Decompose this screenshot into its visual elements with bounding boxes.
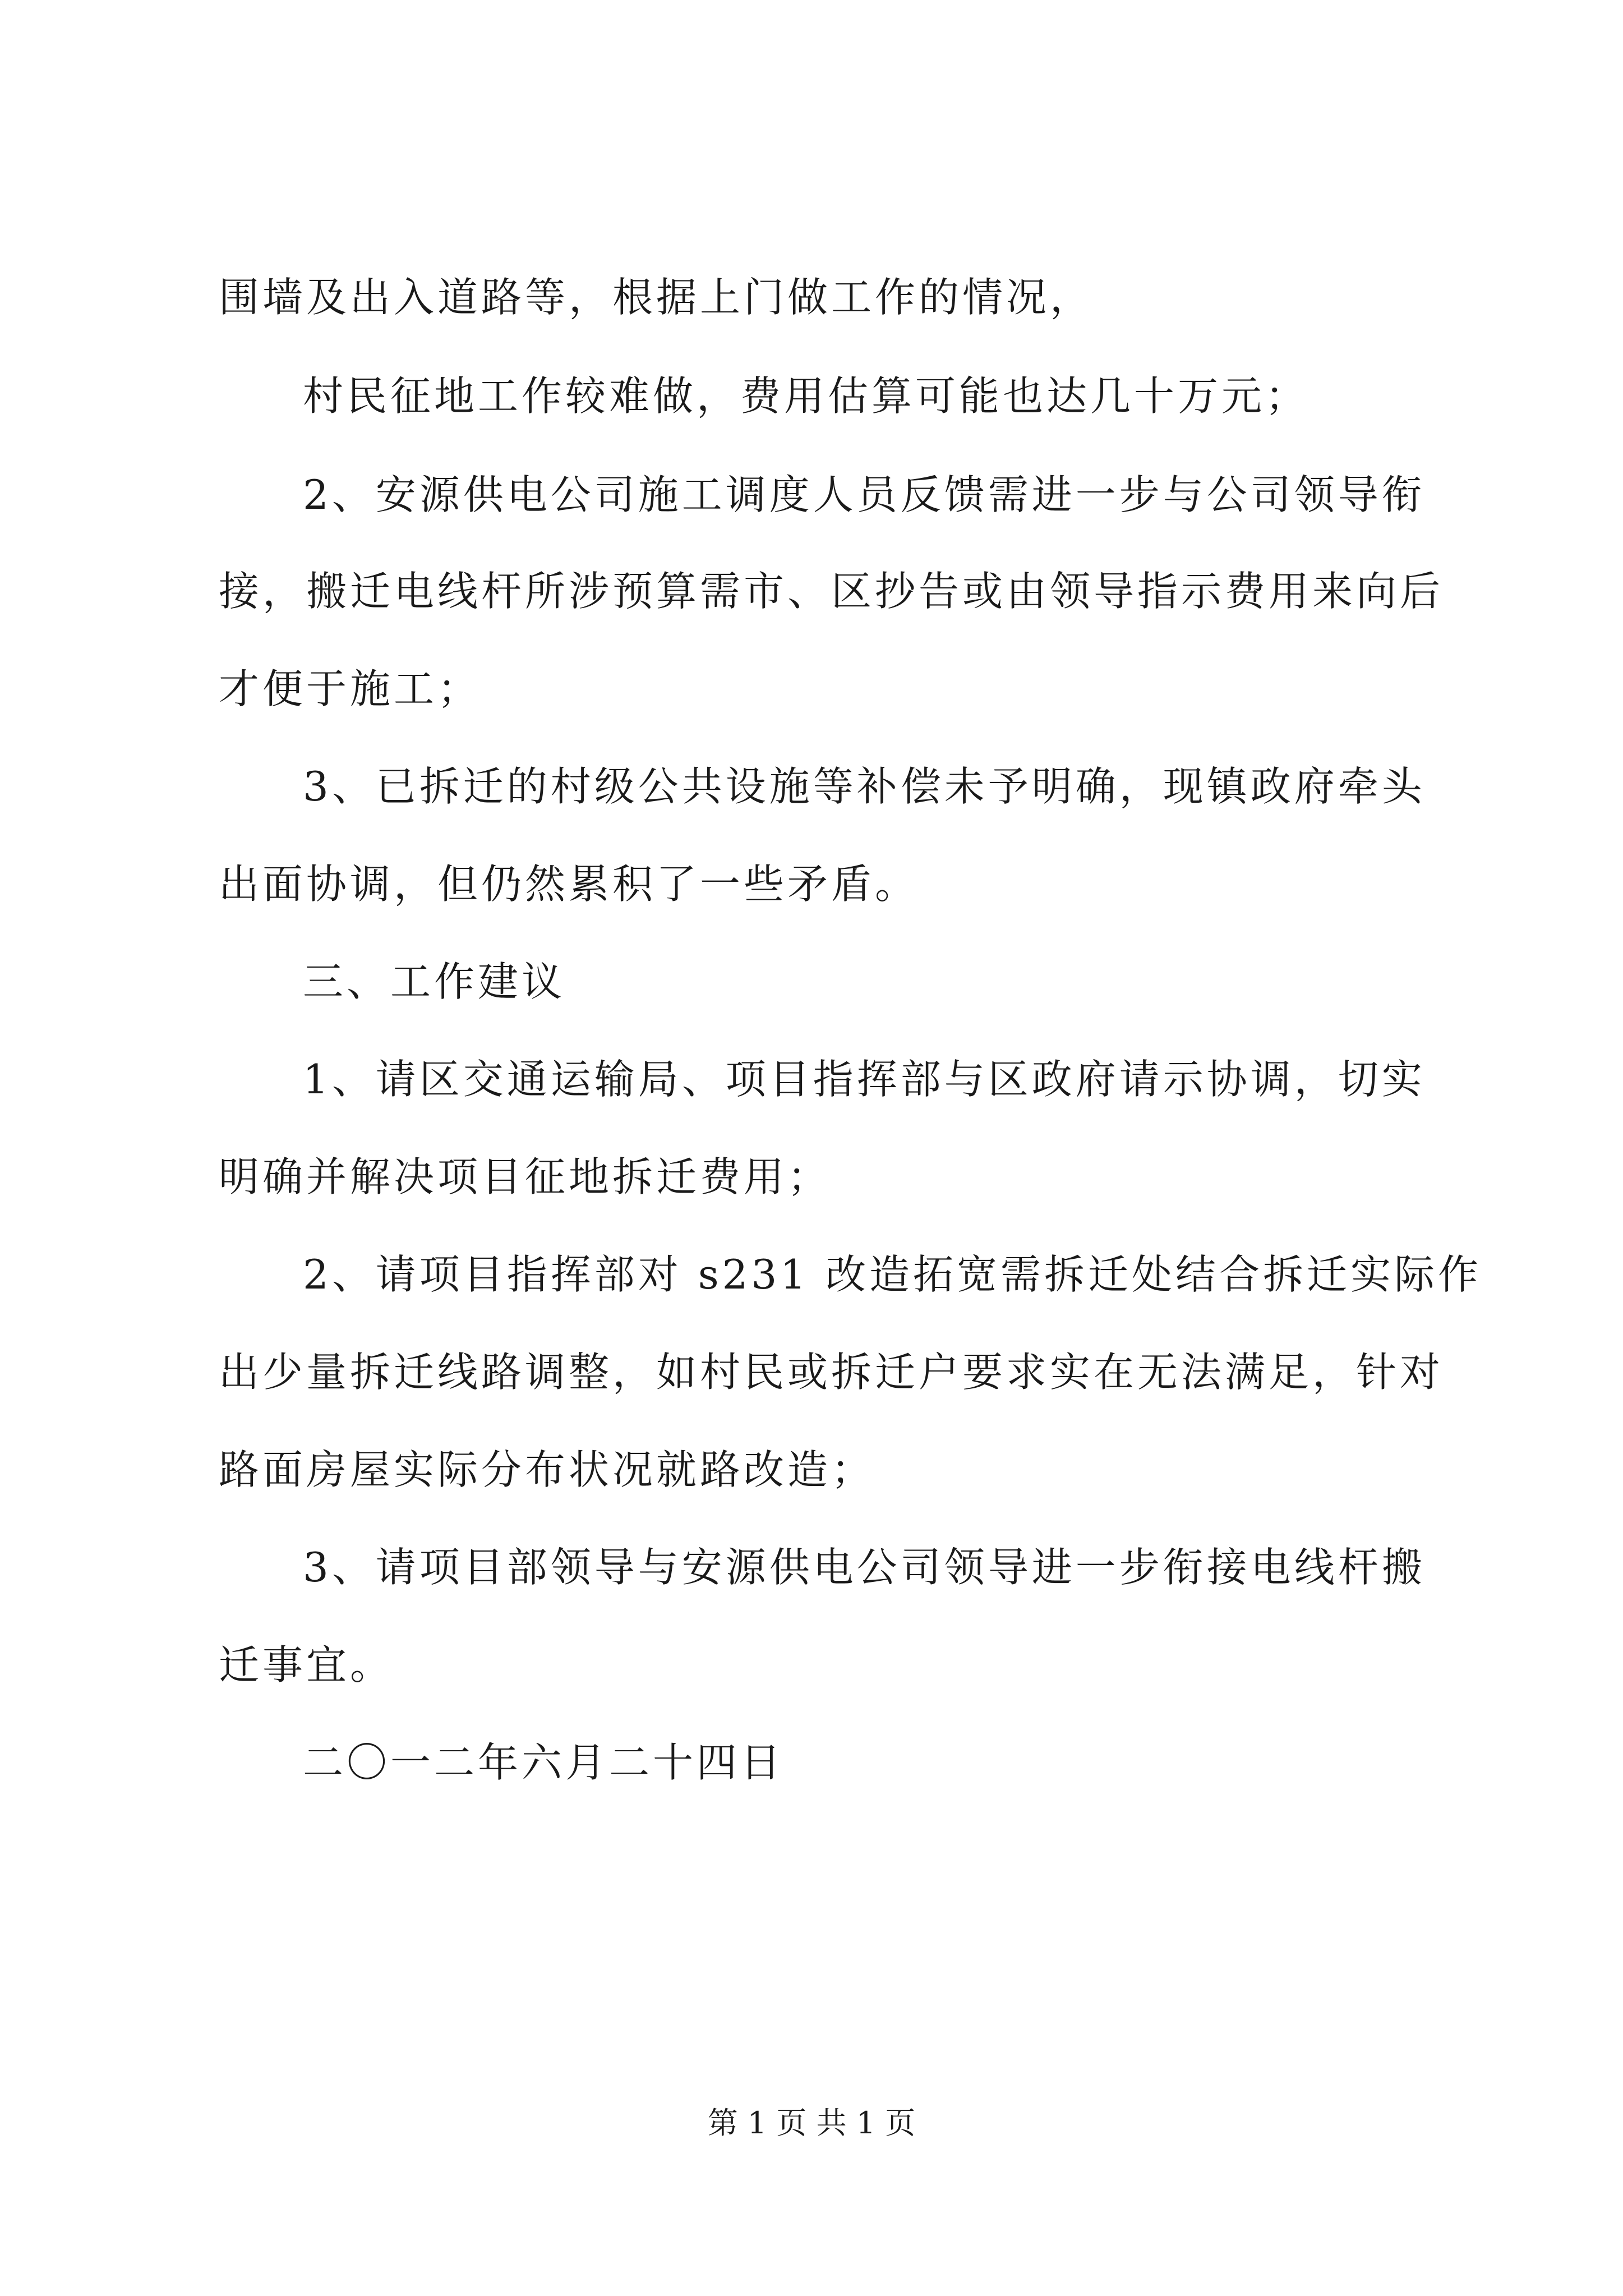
page-footer: 第 1 页 共 1 页 [707,2105,916,2141]
body-text-line: 接，搬迁电线杆所涉预算需市、区抄告或由领导指示费用来向后 [219,568,1444,615]
body-text-line: 3、请项目部领导与安源供电公司领导进一步衔接电线杆搬 [303,1544,1426,1591]
body-text-line: 才便于施工； [219,665,482,712]
body-text-line: 2、安源供电公司施工调度人员反馈需进一步与公司领导衔 [303,471,1426,518]
section-heading: 三、工作建议 [303,958,566,1005]
body-text-line: 出少量拆迁线路调整，如村民或拆迁户要求实在无法满足，针对 [219,1349,1444,1396]
body-text-line: 3、已拆迁的村级公共设施等补偿未予明确，现镇政府牵头 [303,763,1426,810]
body-text-line: 出面协调，但仍然累积了一些矛盾。 [219,861,919,908]
body-text-line: 迁事宜。 [219,1641,394,1688]
body-text-line: 1、请区交通运输局、项目指挥部与区政府请示协调，切实 [303,1056,1426,1103]
body-text-line: 2、请项目指挥部对 s231 改造拓宽需拆迁处结合拆迁实际作 [303,1251,1482,1298]
body-text-line: 村民征地工作较难做，费用估算可能也达几十万元； [303,372,1310,420]
body-text-line: 围墙及出入道路等，根据上门做工作的情况， [219,274,1094,321]
date-line: 二〇一二年六月二十四日 [303,1739,785,1786]
body-text-line: 路面房屋实际分布状况就路改造； [219,1446,875,1493]
body-text-line: 明确并解决项目征地拆迁费用； [219,1153,832,1200]
